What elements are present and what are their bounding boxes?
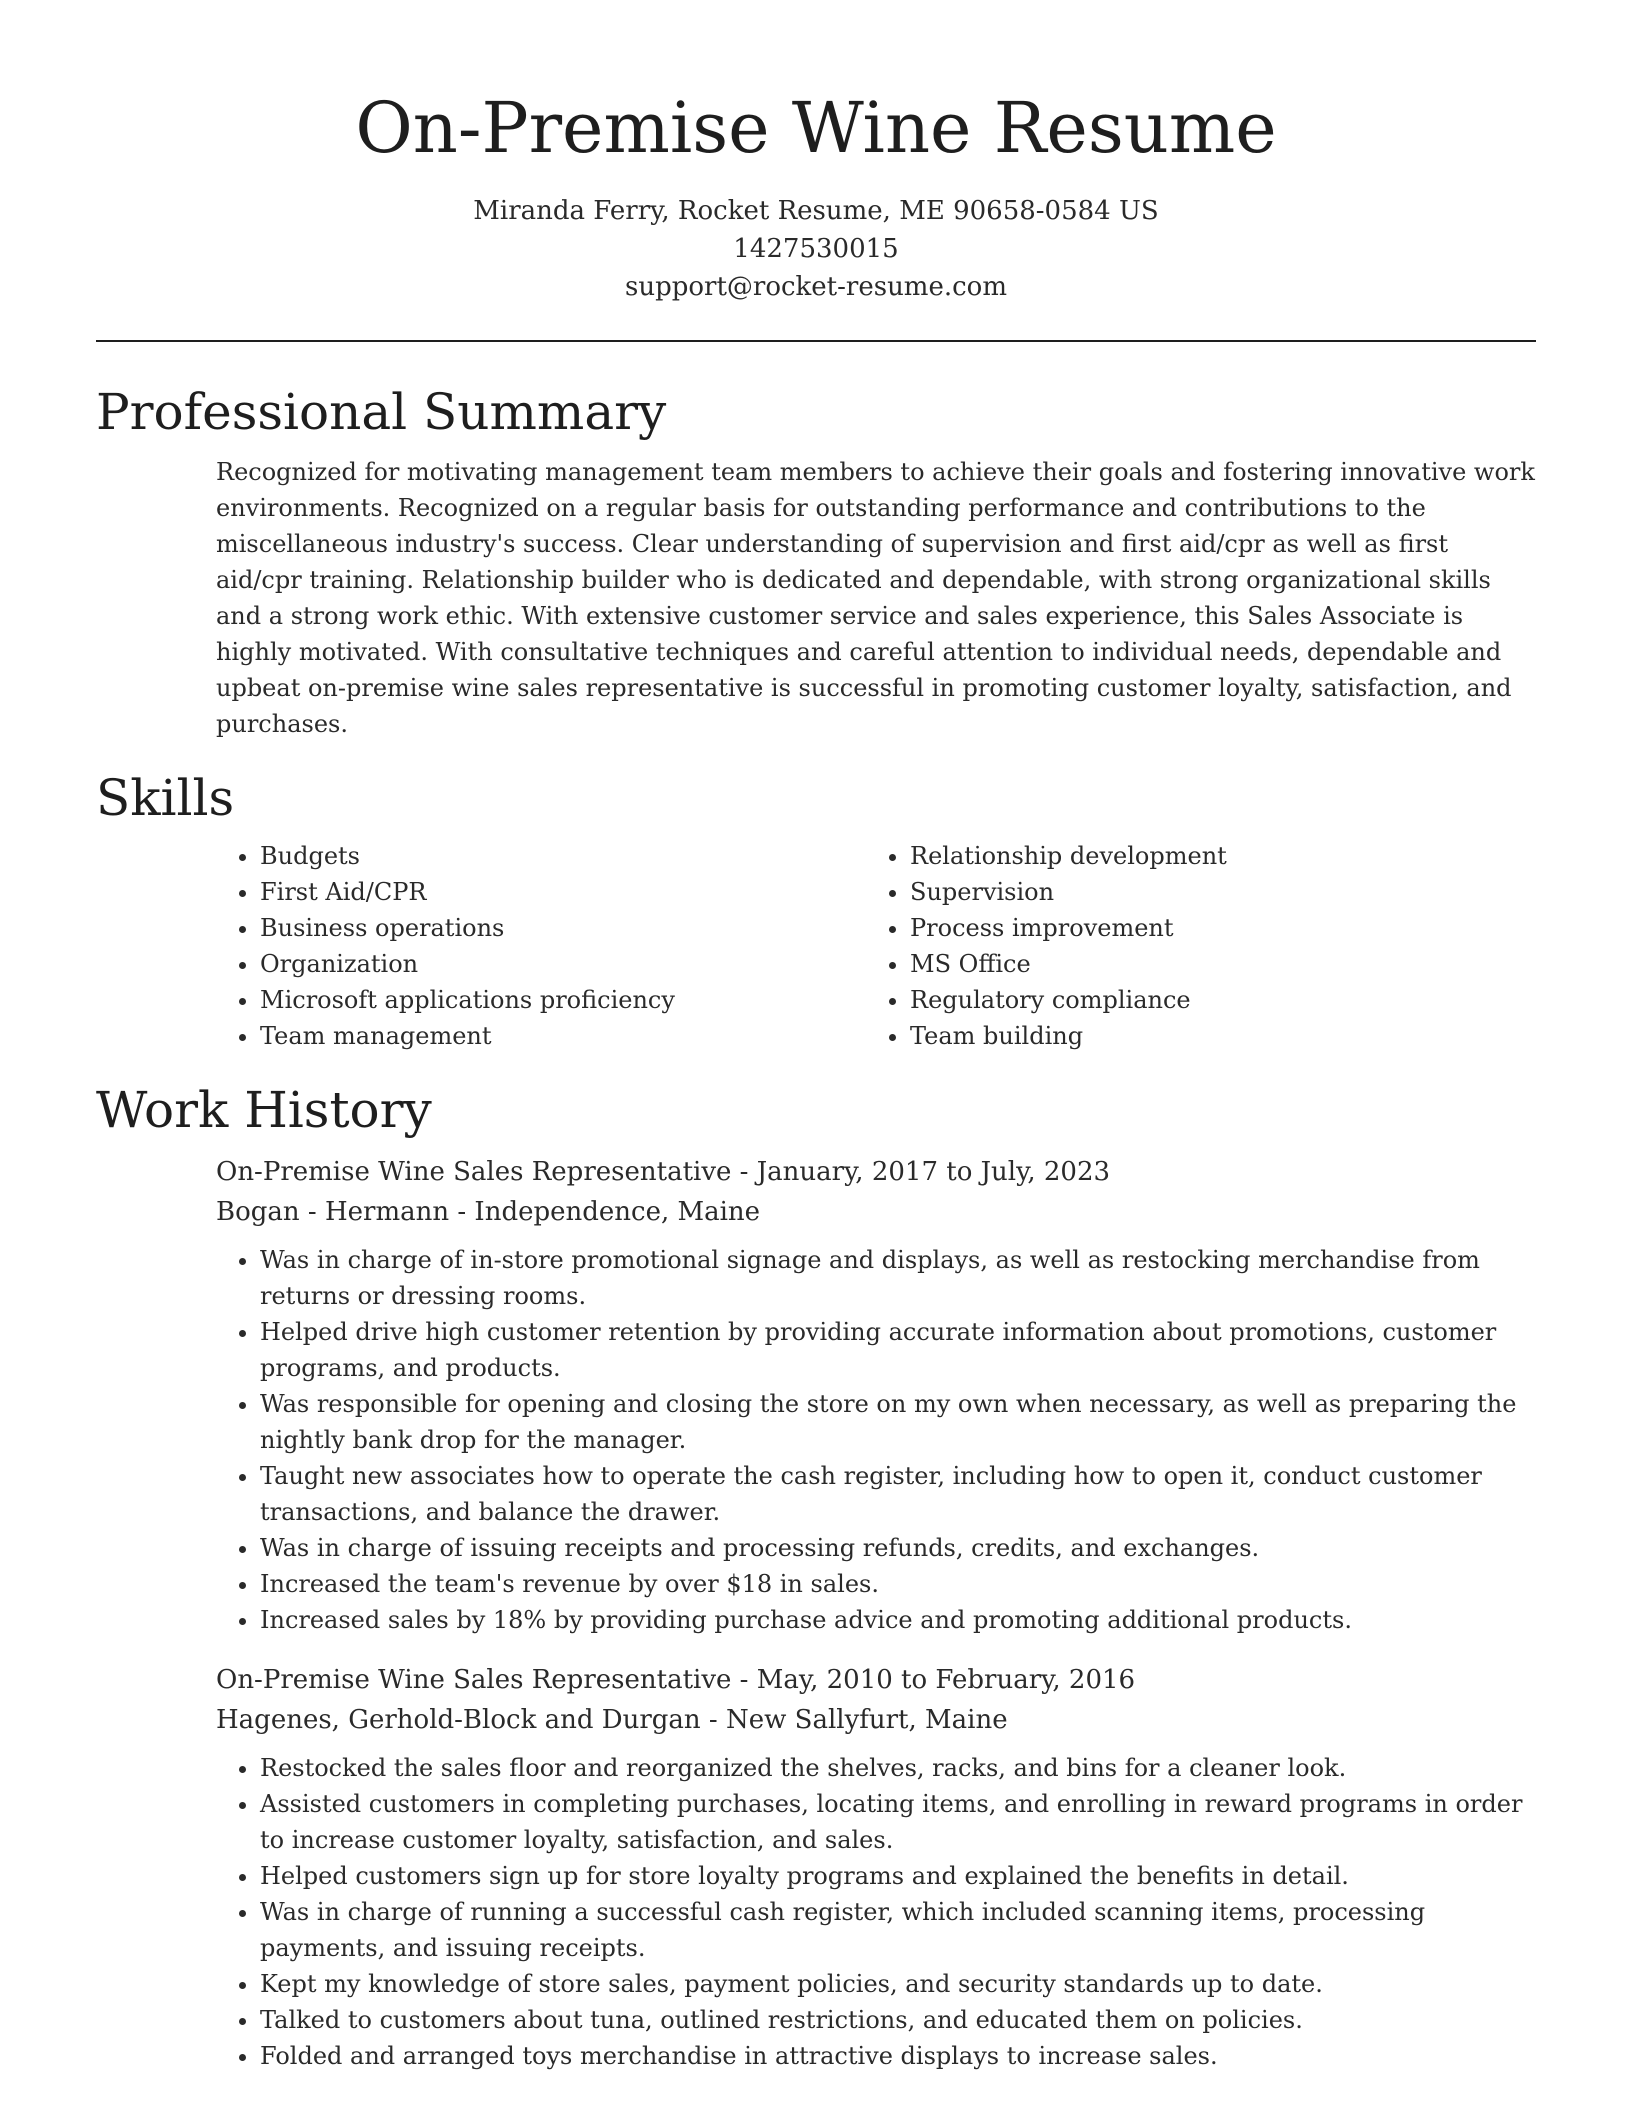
skill-item: • Regulatory compliance <box>910 982 1516 1018</box>
contact-address: Miranda Ferry, Rocket Resume, ME 90658-0584 US <box>473 196 1159 226</box>
job-bullet: • Helped customers sign up for store loyalty programs and explained the benefits in detail. <box>260 1858 1536 1894</box>
summary-text: Recognized for motivating management team members to achieve their goals and fostering innovative work environments. Recognized on a regular basis for outstanding performance and contributions to the miscellaneous industry's success. Clear understanding of supervision and first aid/cpr as well as first aid/cpr training. Relationship builder who is dedicated and dependable, with strong organizational skills and a strong work ethic. With extensive customer service and sales experience, this Sales Associate is highly motivated. With consultative techniques and careful attention to individual needs, dependable and upbeat on-premise wine sales representative is successful in promoting customer loyalty, satisfaction, and purchases. <box>216 458 1535 738</box>
contact-email: support@rocket-resume.com <box>624 272 1007 302</box>
work-history-heading: Work History <box>96 1081 432 1139</box>
job-bullet: • Restocked the sales floor and reorganized the shelves, racks, and bins for a cleaner look. <box>260 1750 1536 1786</box>
skills-heading: Skills <box>96 769 235 827</box>
job-bullet: • Was in charge of issuing receipts and processing refunds, credits, and exchanges. <box>260 1530 1536 1566</box>
summary-heading: Professional Summary <box>96 383 667 441</box>
job-bullet: • Was in charge of running a successful cash register, which included scanning items, processing payments, and issuing receipts. <box>260 1894 1536 1966</box>
job-title-line <box>216 1152 1536 1192</box>
job-company: Hagenes, Gerhold-Block and Durgan <box>216 1705 701 1735</box>
header-divider <box>96 340 1536 342</box>
job-bullets <box>216 1242 1536 1638</box>
skill-item: • Process improvement <box>910 910 1516 946</box>
skill-item: • Supervision <box>910 874 1516 910</box>
job-bullet: • Increased the team's revenue by over $18 in sales. <box>260 1566 1536 1602</box>
job-bullet: • Folded and arranged toys merchandise in attractive displays to increase sales. <box>260 2038 1536 2074</box>
resume-header <box>96 0 1536 306</box>
skills-column-left <box>216 838 866 1054</box>
job-title: On-Premise Wine Sales Representative <box>216 1665 732 1695</box>
skill-item: • Relationship development <box>910 838 1516 874</box>
job-bullet: • Was in charge of in-store promotional signage and displays, as well as restocking merchandise from returns or dressing rooms. <box>260 1242 1536 1314</box>
job-bullet: • Helped drive high customer retention by providing accurate information about promotions, customer programs, and products. <box>260 1314 1536 1386</box>
job-bullet: • Assisted customers in completing purchases, locating items, and enrolling in reward programs in order to increase customer loyalty, satisfaction, and sales. <box>260 1786 1536 1858</box>
job-bullet: • Talked to customers about tuna, outlined restrictions, and educated them on policies. <box>260 2002 1536 2038</box>
skill-item: • Team building <box>910 1018 1516 1054</box>
job-location: - Independence, Maine <box>449 1197 761 1227</box>
skill-item: • First Aid/CPR <box>260 874 866 910</box>
job-bullet: • Kept my knowledge of store sales, payment policies, and security standards up to date. <box>260 1966 1536 2002</box>
resume-title: On-Premise Wine Resume <box>355 87 1277 169</box>
job-company: Bogan - Hermann <box>216 1197 450 1227</box>
job-entry <box>216 1660 1536 2074</box>
job-bullet: • Taught new associates how to operate the cash register, including how to open it, conduct customer transactions, and balance the drawer. <box>260 1458 1536 1530</box>
skill-item: • Business operations <box>260 910 866 946</box>
job-bullets <box>216 1750 1536 2074</box>
contact-phone: 1427530015 <box>733 234 899 264</box>
job-title: On-Premise Wine Sales Representative <box>216 1157 732 1187</box>
job-bullet: • Was responsible for opening and closing the store on my own when necessary, as well as preparing the nightly bank drop for the manager. <box>260 1386 1536 1458</box>
skill-item: • Microsoft applications proficiency <box>260 982 866 1018</box>
job-location: - New Sallyfurt, Maine <box>700 1705 1008 1735</box>
job-bullet: • Increased sales by 18% by providing purchase advice and promoting additional products. <box>260 1602 1536 1638</box>
job-title-line <box>216 1660 1536 1700</box>
skill-item: • Team management <box>260 1018 866 1054</box>
skill-item: • Budgets <box>260 838 866 874</box>
job-company-line <box>216 1700 1536 1740</box>
job-dates: - May, 2010 to February, 2016 <box>731 1665 1136 1695</box>
skill-item: • Organization <box>260 946 866 982</box>
job-dates: - January, 2017 to July, 2023 <box>731 1157 1111 1187</box>
skills-column-right <box>866 838 1516 1054</box>
skill-item: • MS Office <box>910 946 1516 982</box>
job-company-line <box>216 1192 1536 1232</box>
job-entry <box>216 1152 1536 1638</box>
skills-grid <box>216 838 1536 1054</box>
